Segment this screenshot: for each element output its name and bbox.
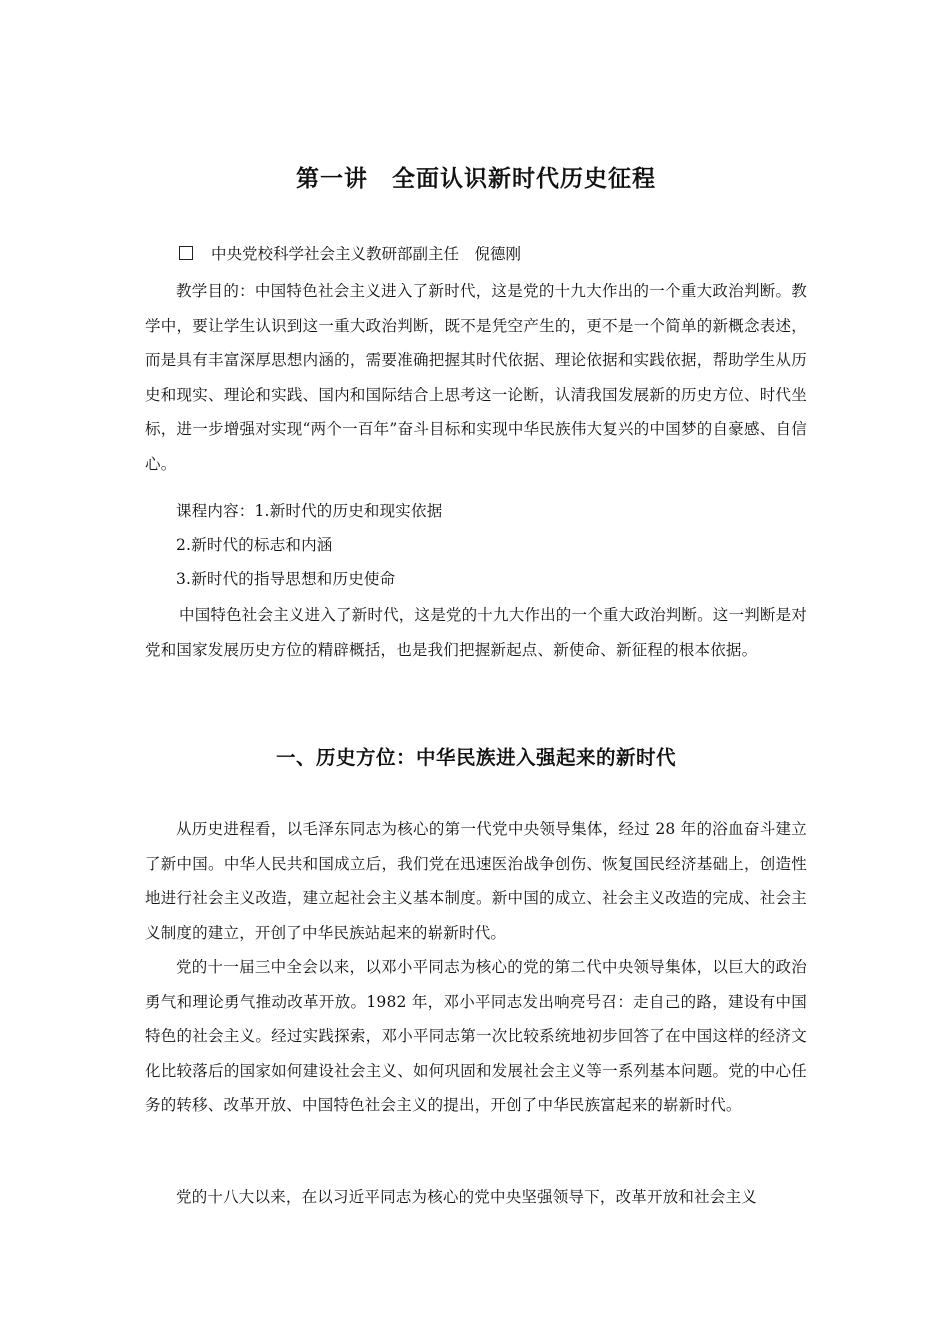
teaching-objective-paragraph: 教学目的：中国特色社会主义进入了新时代，这是党的十九大作出的一个重大政治判断。教学中，要让学生认识到这一重大政治判断，既不是凭空产生的，更不是一个简单的新概念表述，而是具有丰富深厚思想内涵的，需要准确把握其时代依据、理论依据和实践依据，帮助学生从历史和现实、理论和实践、国内和国际结合上思考这一论断，认清我国发展新的历史方位、时代坐标，进一步增强对实现“两个一百年”奋斗目标和实现中华民族伟大复兴的中国梦的自豪感、自信心。 bbox=[145, 282, 807, 473]
body-paragraph-2: 党的十一届三中全会以来，以邓小平同志为核心的党的第二代中央领导集体，以巨大的政治勇气和理论勇气推动改革开放。1982 年，邓小平同志发出响亮号召：走自己的路，建设有中国特色的社会主义。经过实践探索，邓小平同志第一次比较系统地初步回答了在中国这样的经济文化比较落后的国家如何建设社会主义、如何巩固和发展社会主义等一系列基本问题。党的中心任务的转移、改革开放、中国特色社会主义的提出，开创了中华民族富起来的崭新时代。 bbox=[145, 958, 807, 1114]
course-content-line-2: 2.新时代的标志和内涵 bbox=[176, 536, 333, 554]
section-heading-1: 一、历史方位：中华民族进入强起来的新时代 bbox=[275, 746, 676, 769]
course-content-line-3: 3.新时代的指导思想和历史使命 bbox=[176, 570, 396, 588]
byline-text: 中央党校科学社会主义教研部副主任 倪德刚 bbox=[211, 245, 522, 263]
page-title: 第一讲 全面认识新时代历史征程 bbox=[296, 166, 656, 192]
course-content-line-1: 课程内容：1.新时代的历史和现实依据 bbox=[176, 502, 443, 520]
checkbox-square-icon bbox=[179, 246, 193, 260]
intro-paragraph: 中国特色社会主义进入了新时代，这是党的十九大作出的一个重大政治判断。这一判断是对党和国家发展历史方位的精辟概括，也是我们把握新起点、新使命、新征程的根本依据。 bbox=[145, 606, 808, 659]
body-paragraph-1: 从历史进程看，以毛泽东同志为核心的第一代党中央领导集体，经过 28 年的浴血奋斗建立了新中国。中华人民共和国成立后，我们党在迅速医治战争创伤、恢复国民经济基础上，创造性地进行社会主义改造，建立起社会主义基本制度。新中国的成立、社会主义改造的完成、社会主义制度的建立，开创了中华民族站起来的崭新时代。 bbox=[145, 820, 807, 942]
author-byline bbox=[179, 242, 521, 264]
body-paragraph-3: 党的十八大以来，在以习近平同志为核心的党中央坚强领导下，改革开放和社会主义 bbox=[176, 1188, 757, 1206]
